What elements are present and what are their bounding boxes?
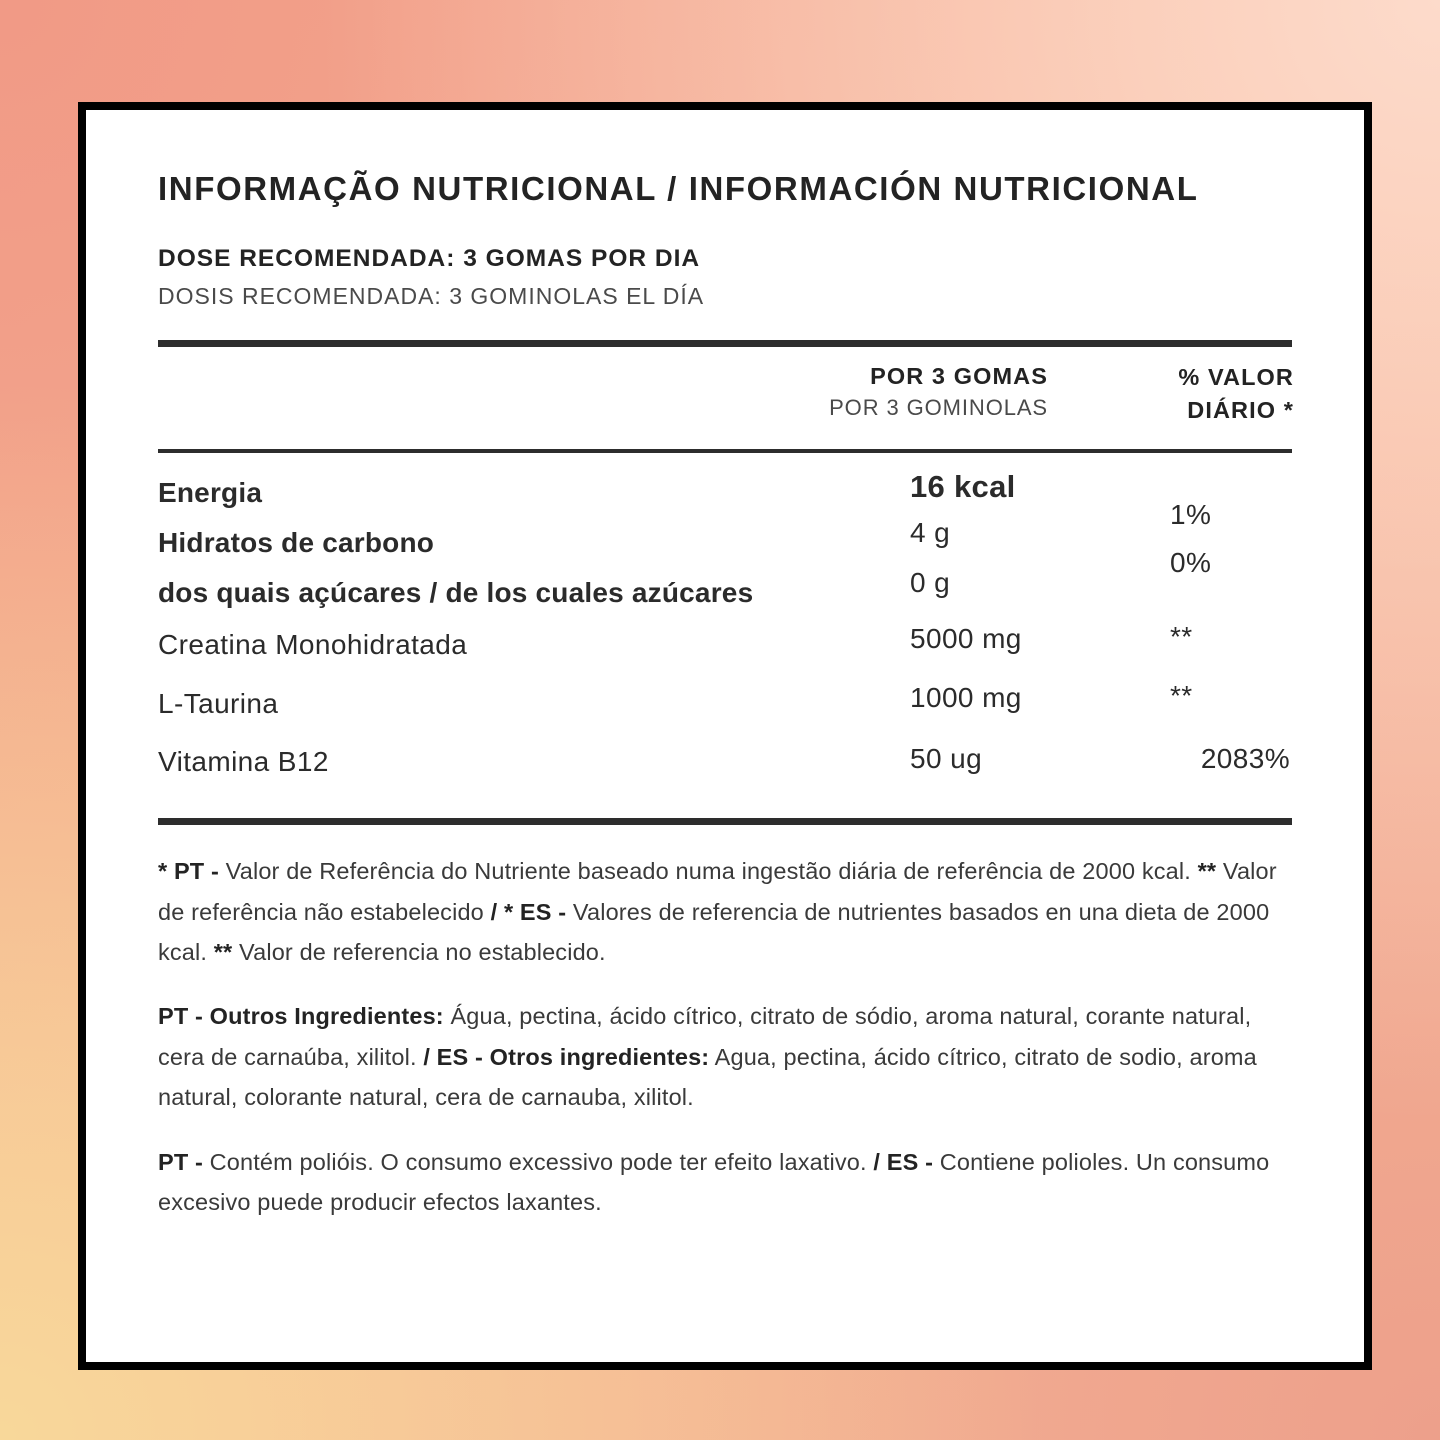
footnote-pt-body-b: Valor de referência não estabelecido [158,858,1277,925]
nutrient-dv-hidratos-de-carbono: 0% [1170,547,1212,579]
footnote-pt-body-a: Valor de Referência do Nutriente baseado numa ingestão diária de referência de 2000 kcal. [218,858,1198,885]
footnote-es-body-b: Valor de referencia no establecido. [232,939,606,966]
footnote-pt-double-star: ** [1197,858,1217,885]
recommended-dose-pt: DOSE RECOMENDADA: 3 GOMAS POR DIA [158,245,701,273]
serving-column-header [628,361,1048,422]
polyols-pt-prefix: PT - [158,1148,203,1175]
nutrition-table-body [158,453,1292,818]
nutrition-label-card [78,102,1372,1370]
nutrient-value-creatina-monohidratada: 5000 mg [910,623,1022,655]
nutrient-name-vitamina-b12: Vitamina B12 [158,746,329,778]
ingredients-es-body: Agua, pectina, ácido cítrico, citrato de sodio, aroma natural, colorante natural, cera de carnauba, xilitol. [158,1043,1257,1111]
nutrient-name-l-taurina: L-Taurina [158,688,279,720]
footnote-other-ingredients [158,996,1292,1117]
nutrient-name-acucares: dos quais açúcares / de los cuales azúcares [158,577,754,609]
page-title: INFORMAÇÃO NUTRICIONAL / INFORMACIÓN NUTRICIONAL [158,170,1199,207]
polyols-es-prefix: ES - [880,1148,934,1175]
table-top-rule [158,340,1292,347]
nutrient-value-l-taurina: 1000 mg [910,682,1022,714]
footnote-es-double-star: ** [213,939,233,966]
nutrition-table-header [158,347,1292,449]
table-bottom-rule [158,818,1292,825]
ingredients-pt-prefix: PT - Outros Ingredientes: [158,1003,444,1030]
nutrient-dv-vitamina-b12: 2083% [1200,743,1290,775]
recommended-dose-es: DOSIS RECOMENDADA: 3 GOMINOLAS EL DÍA [158,283,705,310]
footnote-es-body-a: Valores de referencia de nutrientes basados en una dieta de 2000 kcal. [158,898,1270,966]
footnotes-section [158,851,1292,1222]
footnote-pt-prefix: * PT - [158,858,219,885]
footnote-reference-separator: / [490,898,498,925]
serving-header-pt: POR 3 GOMAS [870,363,1048,390]
daily-value-header-line2: DIÁRIO * [1187,397,1294,424]
footnote-polyols-warning [158,1142,1292,1223]
polyols-es-body: Contiene polioles. Un consumo excesivo puede producir efectos laxantes. [158,1148,1270,1216]
ingredients-pt-body: Água, pectina, ácido cítrico, citrato de sódio, aroma natural, corante natural, cera de carnaúba, xilitol. [158,1003,1252,1070]
serving-header-es: POR 3 GOMINOLAS [829,394,1048,420]
daily-value-header-line1: % VALOR [1178,364,1294,391]
nutrient-value-hidratos-de-carbono: 4 g [910,517,951,549]
nutrient-name-energia: Energia [158,477,263,509]
nutrient-value-acucares: 0 g [910,567,951,599]
nutrient-name-hidratos-de-carbono: Hidratos de carbono [158,527,435,559]
polyols-separator: / [873,1148,881,1175]
nutrient-dv-creatina-monohidratada: ** [1170,621,1193,653]
nutrition-label-content [158,168,1292,1247]
nutrient-dv-energia: 1% [1170,499,1212,531]
footnote-es-prefix: * ES - [497,898,567,925]
daily-value-column-header [1084,361,1294,427]
nutrient-value-vitamina-b12: 50 ug [910,743,983,775]
nutrient-dv-l-taurina: ** [1170,680,1193,712]
footnote-reference-values [158,851,1292,972]
ingredients-separator: / [423,1043,430,1070]
polyols-pt-body: Contém polióis. O consumo excessivo pode ter efeito laxativo. [202,1148,874,1175]
nutrient-name-creatina-monohidratada: Creatina Monohidratada [158,629,468,661]
nutrient-value-energia: 16 kcal [910,469,1016,505]
ingredients-es-prefix: ES - Otros ingredientes: [430,1043,710,1070]
